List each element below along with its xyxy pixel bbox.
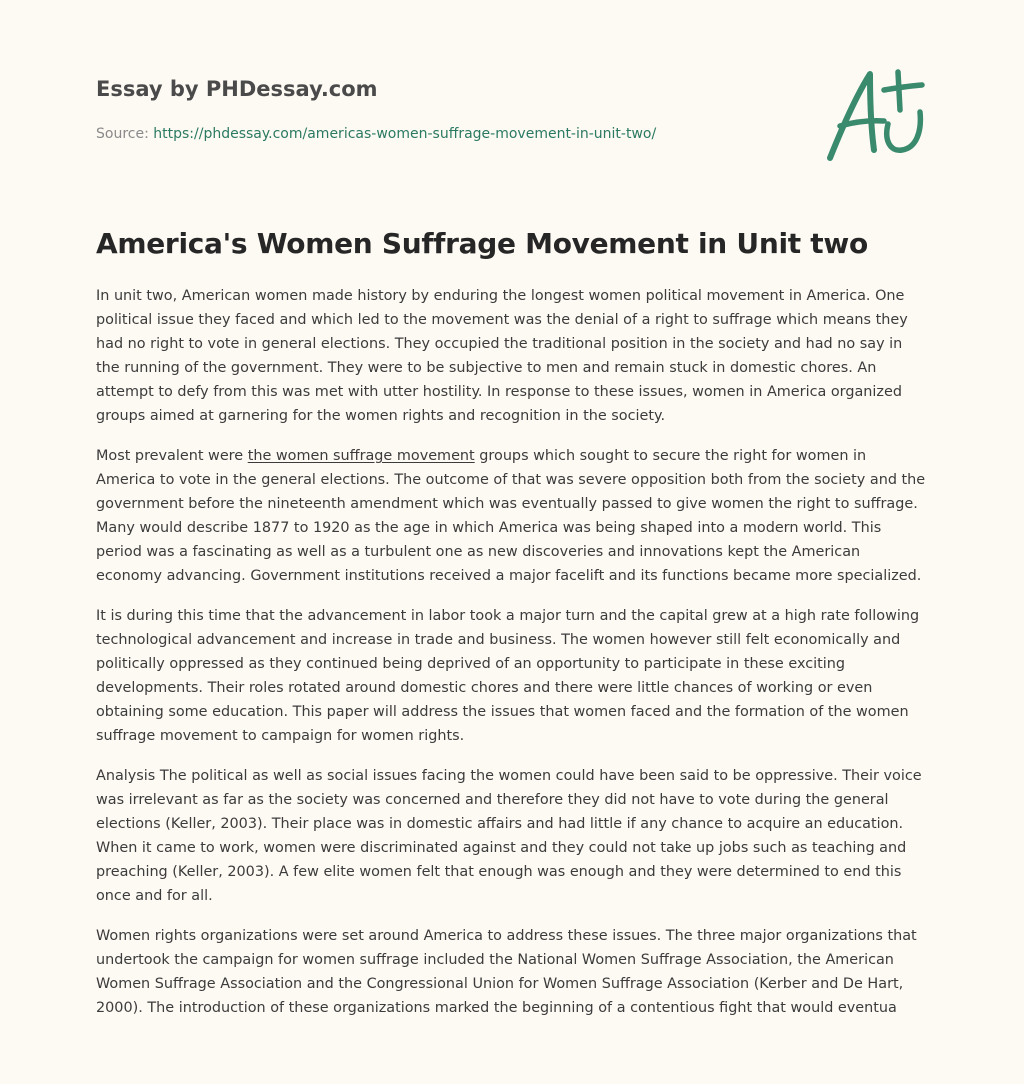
page-header — [96, 74, 716, 144]
women-suffrage-movement-link[interactable]: the women suffrage movement — [247, 448, 475, 464]
paragraph-2-text-start: Most prevalent were — [96, 448, 248, 464]
source-link[interactable]: https://phdessay.com/americas-women-suffrage-movement-in-unit-two/ — [153, 126, 657, 142]
essay-paragraph-2 — [96, 444, 926, 588]
essay-paragraph-5: Women rights organizations were set around America to address these issues. The three major organizations that undertook the campaign for women suffrage included the National Women Suffrage Association, the American Women Suffrage Association and the Congressional Union for Women Suffrage Association (Kerber and De Hart, 2000). The introduction of these organizations marked the beginning of a contentious fight that would eventua — [96, 928, 917, 1016]
essay-paragraph-1: In unit two, American women made history by enduring the longest women political movement in America. One political issue they faced and which led to the movement was the denial of a right to suffrage which means they had no right to vote in general elections. They occupied the traditional position in the society and had no say in the running of the government. They were to be subjective to men and remain stuck in domestic chores. An attempt to defy from this was met with utter hostility. In response to these issues, women in America organized groups aimed at garnering for the women rights and recognition in the society. — [96, 288, 908, 424]
essay-title: America's Women Suffrage Movement in Unit two — [96, 227, 868, 260]
source-line — [96, 124, 716, 144]
a-plus-grade-icon — [818, 66, 930, 168]
site-brand: Essay by PHDessay.com — [96, 77, 378, 101]
paragraph-2-text-end: groups which sought to secure the right for women in America to vote in the general elections. The outcome of that was severe opposition both from the society and the government before the nineteenth amendment which was eventually passed to give women the right to suffrage. Many would describe 1877 to 1920 as the age in which America was being shaped into a modern world. This period was a fascinating as well as a turbulent one as new discoveries and innovations kept the American economy advancing. Government institutions received a major facelift and its functions became more specialized. — [96, 448, 926, 584]
essay-paragraph-3: It is during this time that the advancement in labor took a major turn and the capital grew at a high rate following technological advancement and increase in trade and business. The women however still felt economically and politically oppressed as they continued being deprived of an opportunity to participate in these exciting developments. Their roles rotated around domestic chores and there were little chances of working or even obtaining some education. This paper will address the issues that women faced and the formation of the women suffrage movement to campaign for women rights. — [96, 608, 920, 744]
essay-body — [96, 284, 926, 1036]
source-label: Source: — [96, 126, 149, 142]
essay-paragraph-4: Analysis The political as well as social issues facing the women could have been said to be oppressive. Their voice was irrelevant as far as the society was concerned and therefore they did not have to vote during the general elections (Keller, 2003). Their place was in domestic affairs and had little if any chance to acquire an education. When it came to work, women were discriminated against and they could not take up jobs such as teaching and preaching (Keller, 2003). A few elite women felt that enough was enough and they were determined to end this once and for all. — [96, 768, 922, 904]
